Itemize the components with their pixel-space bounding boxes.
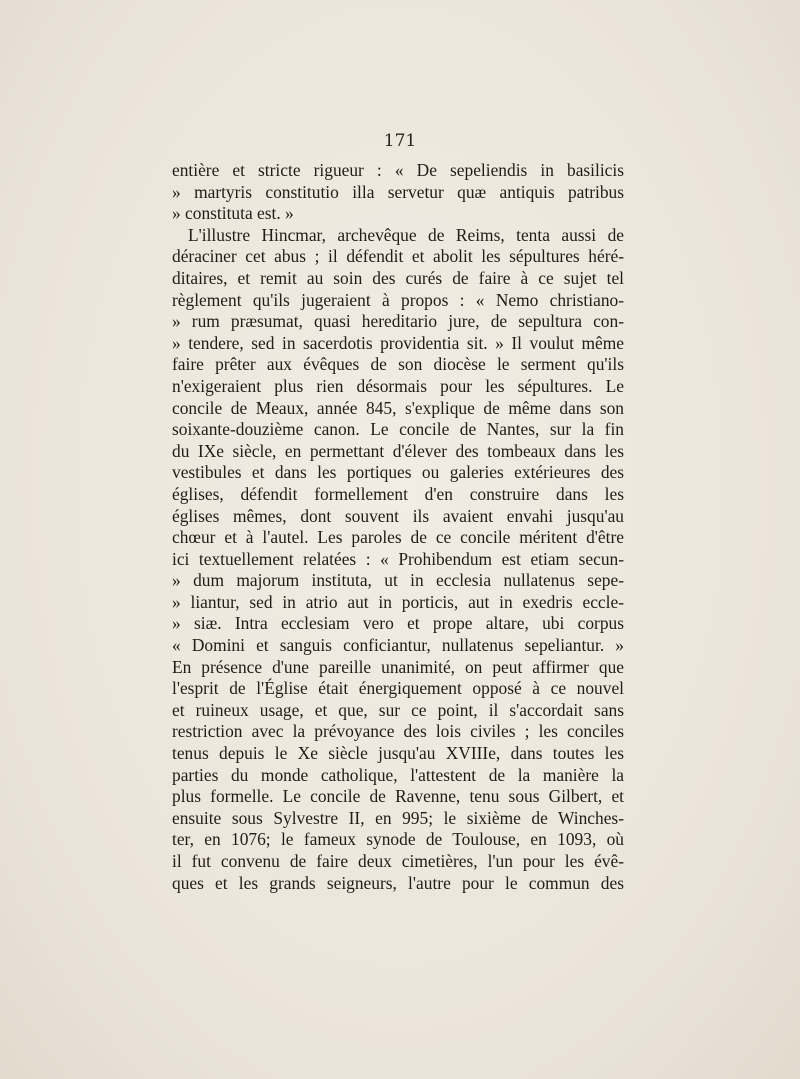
text-line: soixante-douzième canon. Le concile de Nantes, sur la fin (172, 419, 624, 440)
text-line: En présence d'une pareille unanimité, on peut affirmer que (172, 656, 624, 677)
text-line: restriction avec la prévoyance des lois civiles ; les conciles (172, 721, 624, 742)
text-line: » martyris constitutio illa servetur quæ antiquis patribus (172, 181, 624, 202)
text-line: vestibules et dans les portiques ou galeries extérieures des (172, 462, 624, 483)
text-line: » liantur, sed in atrio aut in porticis, aut in exedris eccle- (172, 591, 624, 612)
text-line: il fut convenu de faire deux cimetières, l'un pour les évê- (172, 851, 624, 871)
text-line: » siæ. Intra ecclesiam vero et prope altare, ubi corpus (172, 613, 624, 634)
text-line: » dum majorum instituta, ut in ecclesia nullatenus sepe- (172, 570, 624, 591)
text-line: « Domini et sanguis conficiantur, nullatenus sepeliantur. » (172, 635, 624, 656)
text-line: entière et stricte rigueur : « De sepeliendis in basilicis (172, 160, 624, 180)
text-line: ques et les grands seigneurs, l'autre pour le commun des (172, 872, 624, 893)
text-line: tenus depuis le Xe siècle jusqu'au XVIIIe, dans toutes les (172, 743, 624, 764)
text-line: L'illustre Hincmar, archevêque de Reims, tenta aussi de (188, 224, 624, 245)
text-line: églises mêmes, dont souvent ils avaient envahi jusqu'au (172, 505, 624, 526)
text-line: ensuite sous Sylvestre II, en 995; le sixième de Winches- (172, 807, 624, 828)
text-line: » tendere, sed in sacerdotis providentia sit. » Il voulut même (172, 332, 624, 353)
text-line: parties du monde catholique, l'attestent de la manière la (172, 764, 624, 785)
text-line: plus formelle. Le concile de Ravenne, tenu sous Gilbert, et (172, 786, 624, 807)
text-line: » rum præsumat, quasi hereditario jure, de sepultura con- (172, 311, 624, 332)
text-line: déraciner cet abus ; il défendit et abolit les sépultures héré- (172, 246, 624, 267)
text-line: n'exigeraient plus rien désormais pour les sépultures. Le (172, 375, 624, 396)
text-line: concile de Meaux, année 845, s'explique de même dans son (172, 397, 624, 418)
text-line: ter, en 1076; le fameux synode de Toulouse, en 1093, où (172, 829, 624, 850)
text-line: du IXe siècle, en permettant d'élever des tombeaux dans les (172, 440, 624, 461)
text-line: et ruineux usage, et que, sur ce point, il s'accordait sans (172, 699, 624, 720)
text-line: règlement qu'ils jugeraient à propos : « Nemo christiano- (172, 289, 624, 310)
page-number: 171 (383, 131, 417, 151)
text-line: chœur et à l'autel. Les paroles de ce concile méritent d'être (172, 527, 624, 548)
text-line: » constituta est. » (172, 203, 294, 224)
text-line: églises, défendit formellement d'en construire dans les (172, 483, 624, 504)
text-line: ici textuellement relatées : « Prohibendum est etiam secun- (172, 548, 624, 569)
text-line: ditaires, et remit au soin des curés de faire à ce sujet tel (172, 267, 624, 288)
body-text (172, 160, 624, 894)
text-line: faire prêter aux évêques de son diocèse le serment qu'ils (172, 354, 624, 375)
text-line: l'esprit de l'Église était énergiquement opposé à ce nouvel (172, 678, 624, 699)
